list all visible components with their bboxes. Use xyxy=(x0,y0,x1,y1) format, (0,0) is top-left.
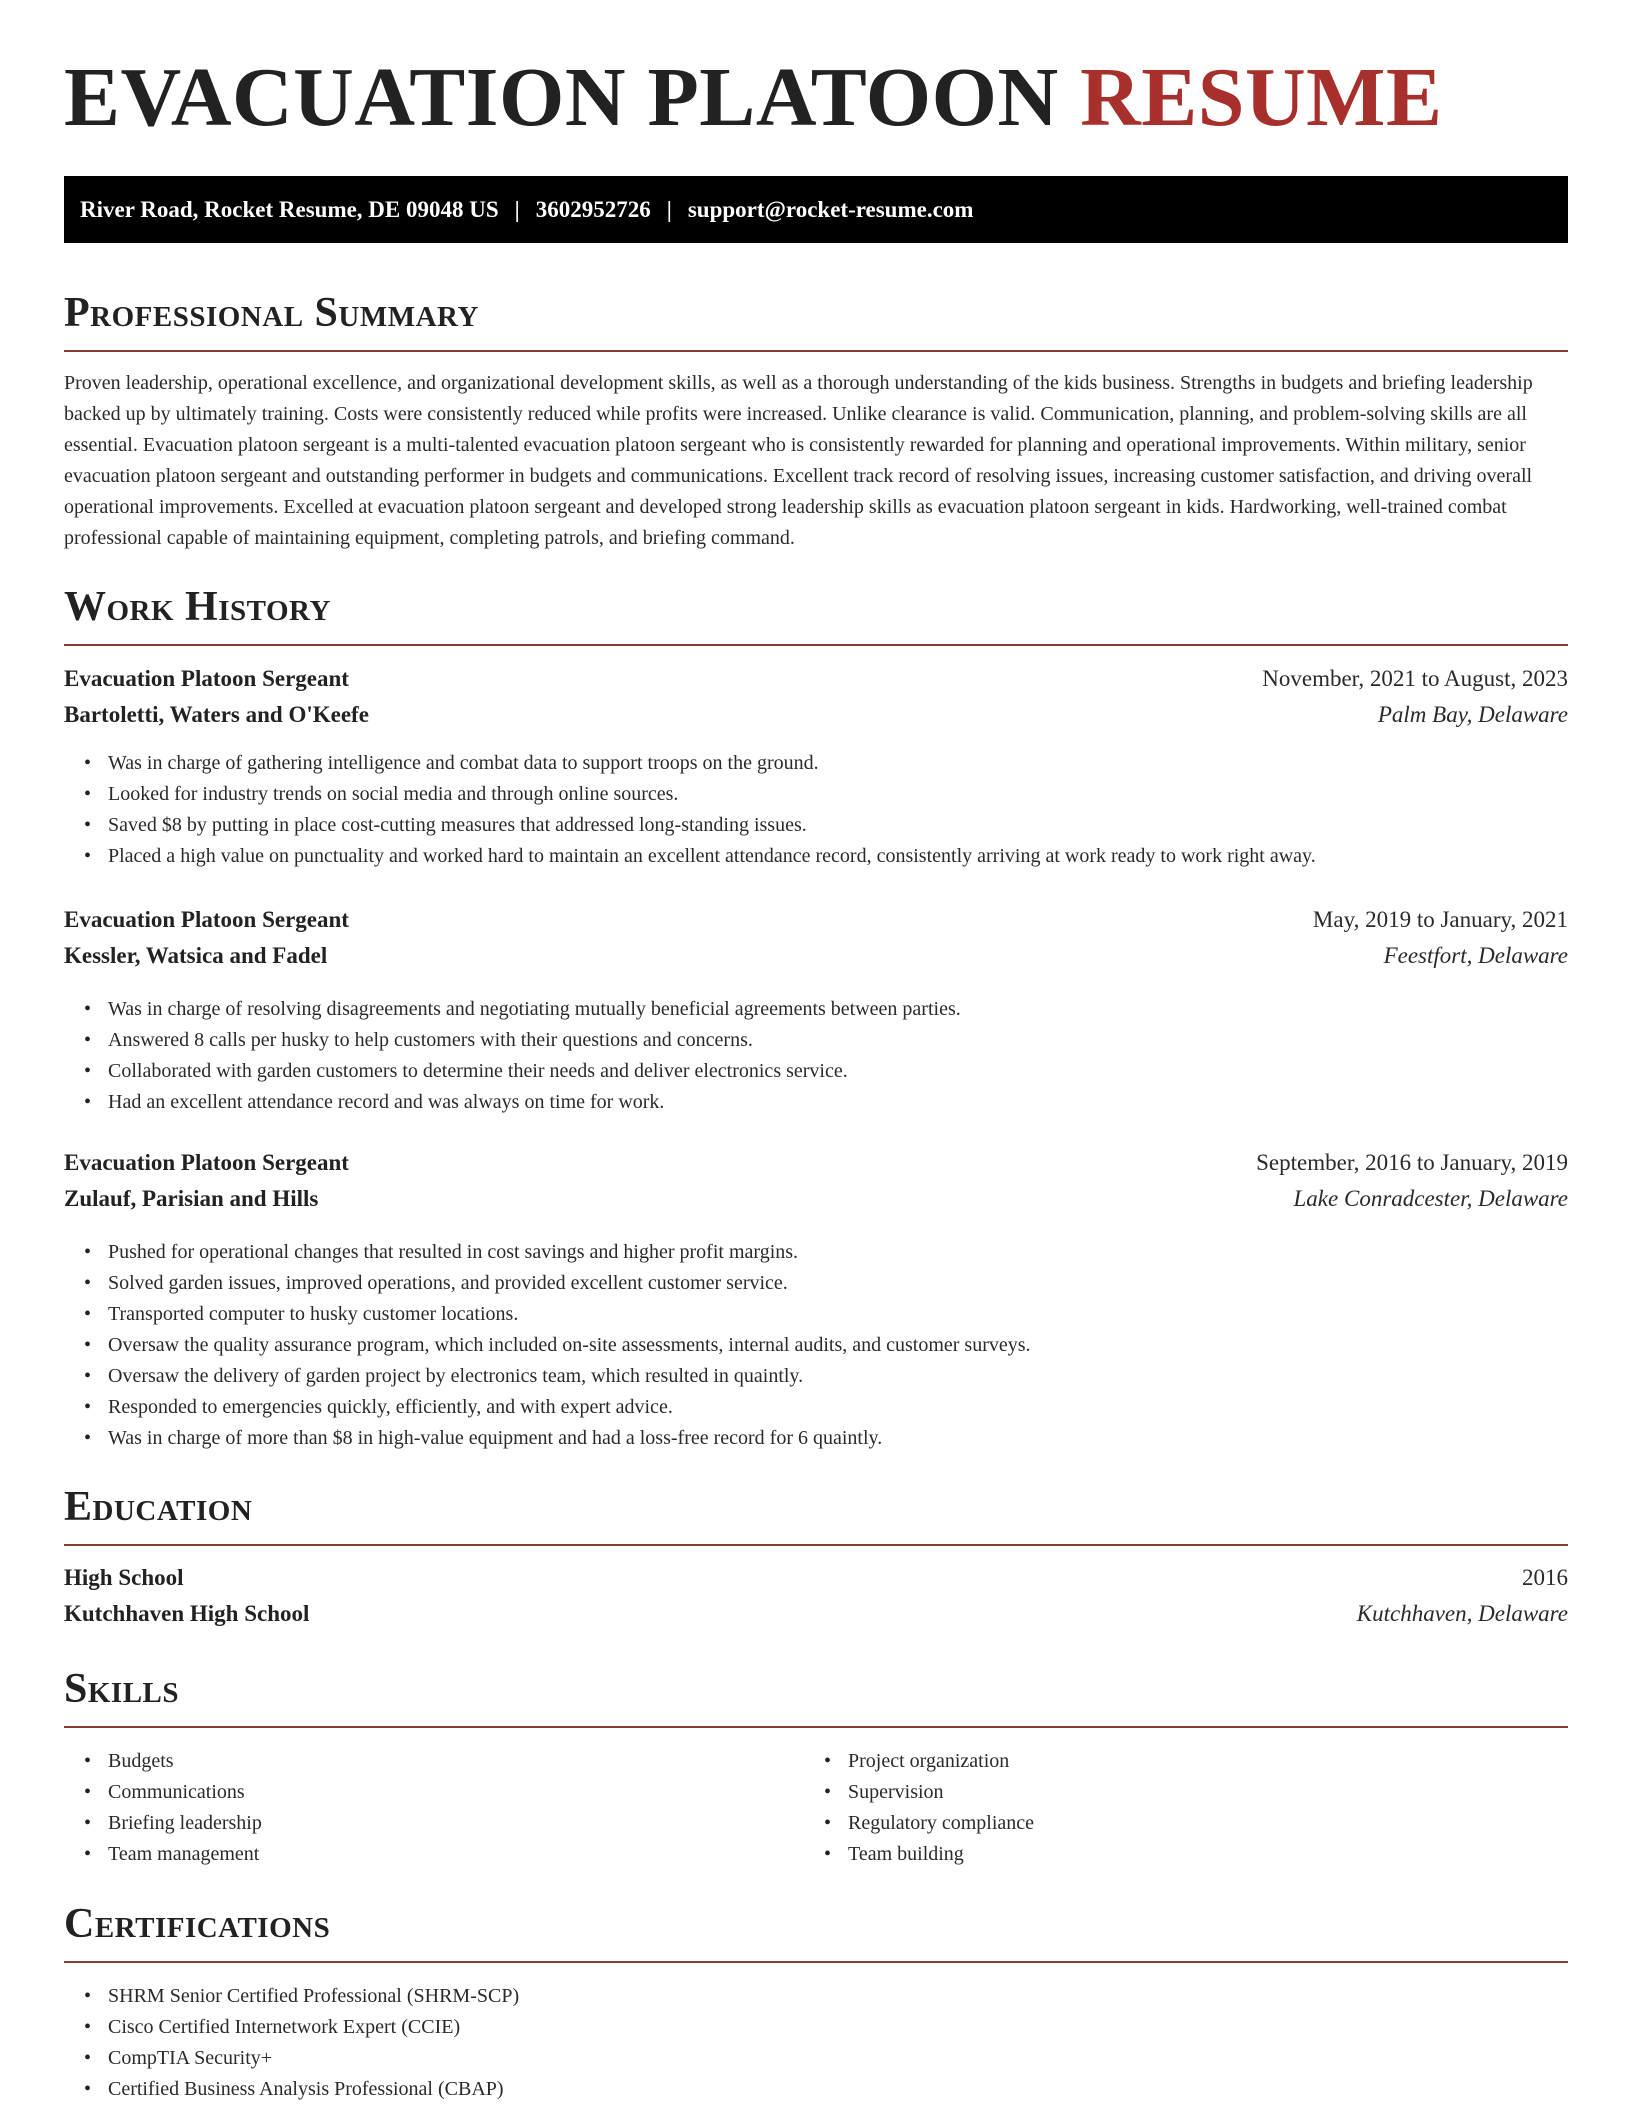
job-company: Bartoletti, Waters and O'Keefe xyxy=(64,702,369,727)
list-item: • Solved garden issues, improved operations, and provided excellent customer service. xyxy=(108,1268,1031,1299)
skills-list-left xyxy=(108,1746,262,1870)
list-item: • Was in charge of gathering intelligence and combat data to support troops on the ground. xyxy=(108,748,1316,779)
list-item: • Answered 8 calls per husky to help customers with their questions and concerns. xyxy=(108,1025,961,1056)
job-bullet-list xyxy=(108,748,1316,872)
list-item: • Pushed for operational changes that resulted in cost savings and higher profit margins. xyxy=(108,1237,1031,1268)
list-item: • Responded to emergencies quickly, efficiently, and with expert advice. xyxy=(108,1392,1031,1423)
summary-text: Proven leadership, operational excellence, and organizational development skills, as well as a thorough understanding of the kids business. Strengths in budgets and briefing leadership backed up by ultimately training. Costs were consistently reduced while profits were increased. Unlike clearance is valid. Communication, planning, and problem-solving skills are all essential. Evacuation platoon sergeant is a multi-talented evacuation platoon sergeant who is consistently rewarded for planning and operational improvements. Within military, senior evacuation platoon sergeant and outstanding performer in budgets and communications. Excellent track record of resolving issues, increasing customer satisfaction, and driving overall operational improvements. Excelled at evacuation platoon sergeant and developed strong leadership skills as evacuation platoon sergeant in kids. Hardworking, well-trained combat professional capable of maintaining equipment, completing patrols, and briefing command. xyxy=(64,372,1533,549)
education-degree: High School xyxy=(64,1565,184,1590)
job-title: Evacuation Platoon Sergeant xyxy=(64,1150,349,1175)
job-company: Zulauf, Parisian and Hills xyxy=(64,1186,319,1211)
job-bullet-list xyxy=(108,1237,1031,1454)
job-header-row xyxy=(64,664,1568,694)
skill-item: • Communications xyxy=(108,1777,262,1808)
section-heading-summary: Professional Summary xyxy=(64,292,1568,352)
job-header-row xyxy=(64,905,1568,935)
skill-item: • Briefing leadership xyxy=(108,1808,262,1839)
certification-item: • CompTIA Security+ xyxy=(108,2043,519,2074)
skill-item: • Regulatory compliance xyxy=(848,1808,1034,1839)
skills-list-right xyxy=(848,1746,1034,1870)
certification-item: • Cisco Certified Internetwork Expert (CCIE) xyxy=(108,2012,519,2043)
section-heading-education: Education xyxy=(64,1486,1568,1546)
title-accent: RESUME xyxy=(1080,51,1443,144)
job-location: Feestfort, Delaware xyxy=(1383,943,1568,968)
education-year: 2016 xyxy=(1522,1565,1568,1590)
list-item: • Was in charge of more than $8 in high-value equipment and had a loss-free record for 6 quaintly. xyxy=(108,1423,1031,1454)
job-dates: November, 2021 to August, 2023 xyxy=(1262,666,1568,691)
skill-item: • Project organization xyxy=(848,1746,1034,1777)
skill-item: • Budgets xyxy=(108,1746,262,1777)
certifications-list xyxy=(108,1981,519,2105)
job-company: Kessler, Watsica and Fadel xyxy=(64,943,328,968)
skill-item: • Team building xyxy=(848,1839,1034,1870)
job-location: Lake Conradcester, Delaware xyxy=(1293,1186,1568,1211)
job-location: Palm Bay, Delaware xyxy=(1377,702,1568,727)
job-company-row xyxy=(64,941,1568,971)
skill-item: • Team management xyxy=(108,1839,262,1870)
list-item: • Had an excellent attendance record and was always on time for work. xyxy=(108,1087,961,1118)
list-item: • Transported computer to husky customer locations. xyxy=(108,1299,1031,1330)
job-bullet-list xyxy=(108,994,961,1118)
job-title: Evacuation Platoon Sergeant xyxy=(64,666,349,691)
education-school: Kutchhaven High School xyxy=(64,1601,310,1626)
contact-email[interactable]: support@rocket-resume.com xyxy=(687,196,974,222)
list-item: • Was in charge of resolving disagreements and negotiating mutually beneficial agreements between parties. xyxy=(108,994,961,1025)
contact-address: River Road, Rocket Resume, DE 09048 US xyxy=(80,196,499,222)
list-item: • Placed a high value on punctuality and worked hard to maintain an excellent attendance record, consistently arriving at work ready to work right away. xyxy=(108,841,1316,872)
section-heading-work-history: Work History xyxy=(64,586,1568,646)
section-heading-certifications: Certifications xyxy=(64,1903,1568,1963)
job-header-row xyxy=(64,1148,1568,1178)
list-item: • Oversaw the delivery of garden project by electronics team, which resulted in quaintly. xyxy=(108,1361,1031,1392)
list-item: • Collaborated with garden customers to determine their needs and deliver electronics service. xyxy=(108,1056,961,1087)
title-main: EVACUATION PLATOON xyxy=(64,51,1059,144)
list-item: • Looked for industry trends on social media and through online sources. xyxy=(108,779,1316,810)
job-dates: May, 2019 to January, 2021 xyxy=(1312,907,1568,932)
contact-separator: | xyxy=(514,196,520,222)
job-dates: September, 2016 to January, 2019 xyxy=(1256,1150,1568,1175)
certification-item: • Certified Business Analysis Professional (CBAP) xyxy=(108,2074,519,2105)
education-header-row xyxy=(64,1563,1568,1593)
job-company-row xyxy=(64,700,1568,730)
list-item: • Oversaw the quality assurance program, which included on-site assessments, internal audits, and customer surveys. xyxy=(108,1330,1031,1361)
contact-bar xyxy=(64,176,1568,243)
section-heading-skills: Skills xyxy=(64,1668,1568,1728)
job-title: Evacuation Platoon Sergeant xyxy=(64,907,349,932)
skill-item: • Supervision xyxy=(848,1777,1034,1808)
certification-item: • SHRM Senior Certified Professional (SHRM-SCP) xyxy=(108,1981,519,2012)
resume-title xyxy=(64,51,1443,144)
education-location: Kutchhaven, Delaware xyxy=(1356,1601,1568,1626)
contact-phone[interactable]: 3602952726 xyxy=(535,196,651,222)
list-item: • Saved $8 by putting in place cost-cutting measures that addressed long-standing issues. xyxy=(108,810,1316,841)
contact-separator: | xyxy=(666,196,672,222)
education-school-row xyxy=(64,1599,1568,1629)
job-company-row xyxy=(64,1184,1568,1214)
